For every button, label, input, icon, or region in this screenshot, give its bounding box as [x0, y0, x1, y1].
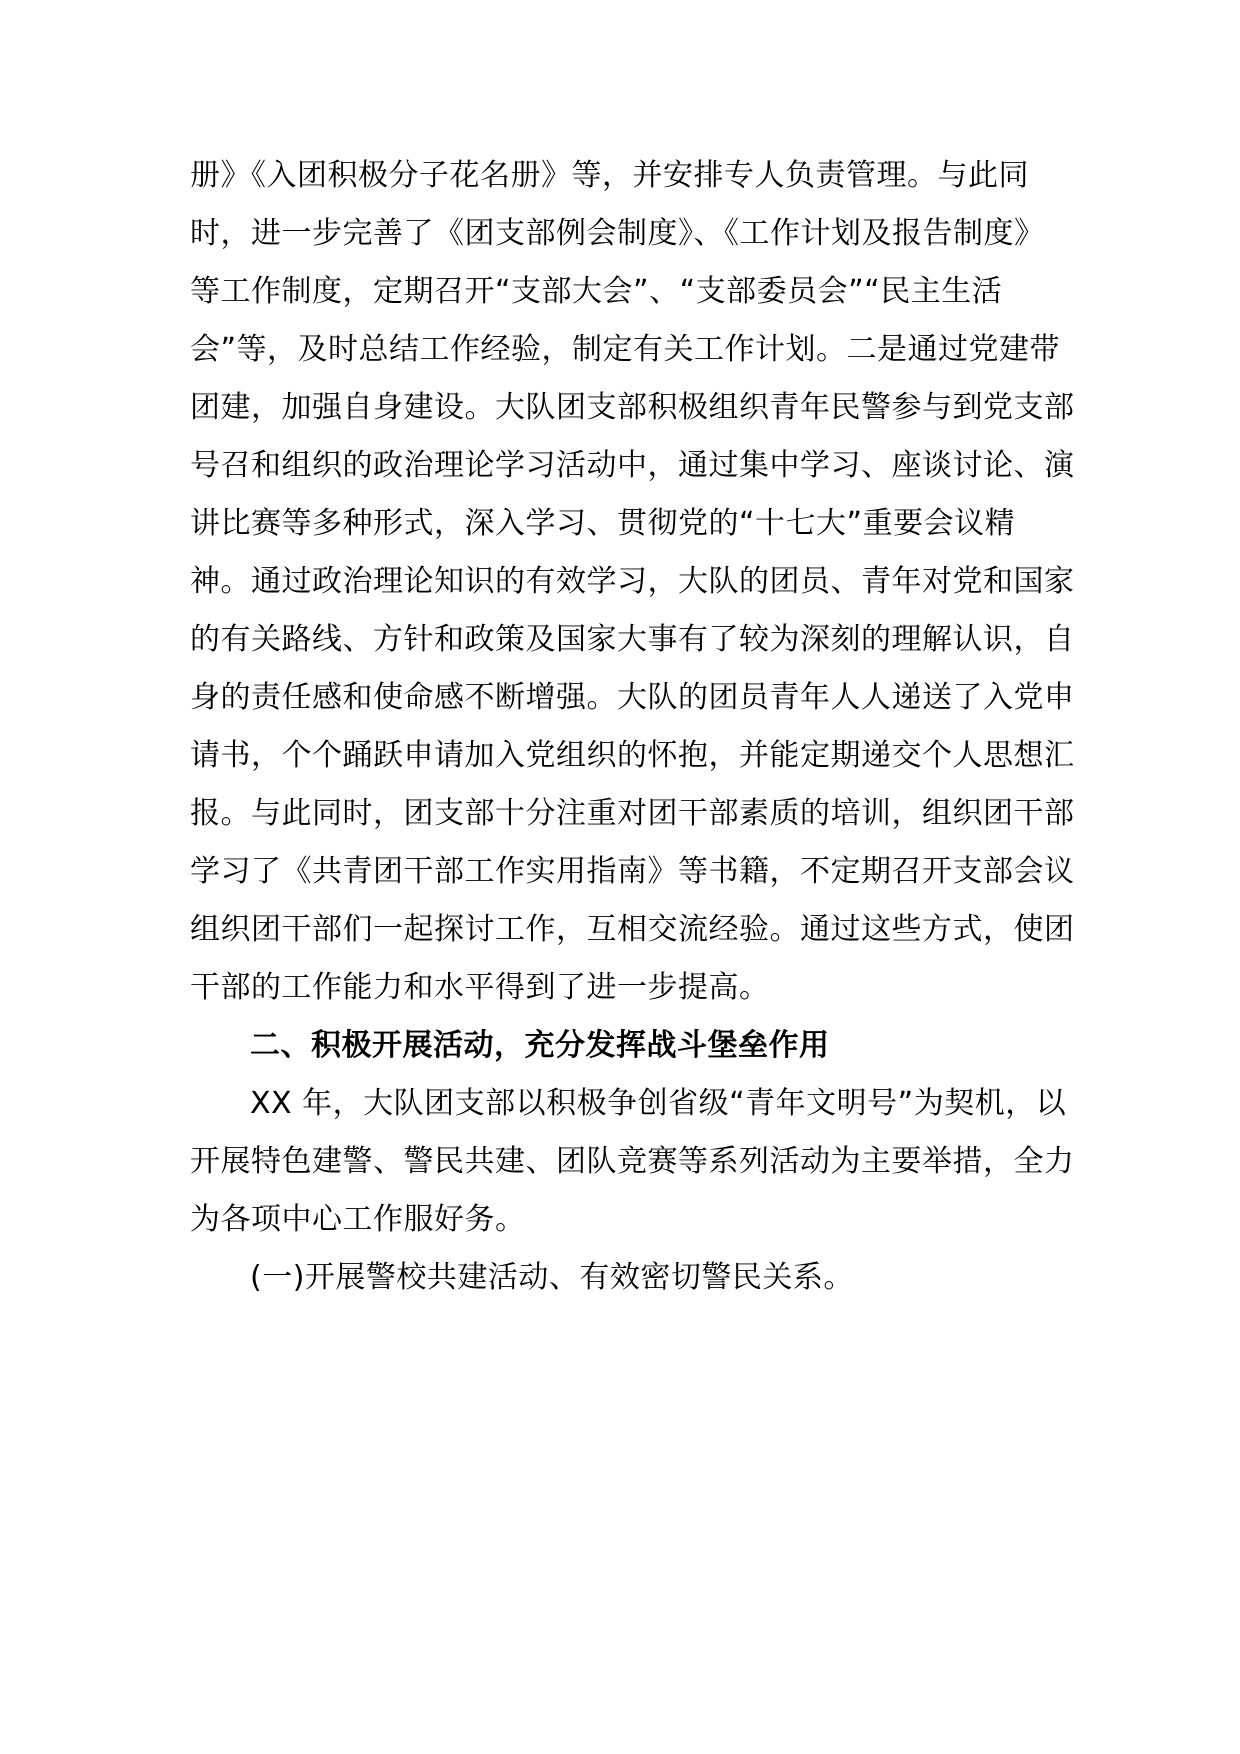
text-line: XX 年，大队团支部以积极争创省级“青年文明号”为契机，以 — [250, 1086, 1067, 1121]
text-line: 组织团干部们一起探讨工作，互相交流经验。通过这些方式，使团 — [190, 912, 1075, 947]
text-line: 身的责任感和使命感不断增强。大队的团员青年人人递送了入党申 — [190, 680, 1075, 715]
text-line: 神。通过政治理论知识的有效学习，大队的团员、青年对党和国家 — [190, 564, 1075, 599]
text-line: 会”等，及时总结工作经验，制定有关工作计划。二是通过党建带 — [190, 332, 1061, 367]
text-line: 团建，加强自身建设。大队团支部积极组织青年民警参与到党支部 — [190, 390, 1075, 425]
text-line: 学习了《共青团干部工作实用指南》等书籍，不定期召开支部会议 — [190, 854, 1075, 889]
section-heading: 二、积极开展活动，充分发挥战斗堡垒作用 — [250, 1028, 830, 1063]
subheading: (一)开展警校共建活动、有效密切警民关系。 — [250, 1260, 854, 1295]
text-line: 开展特色建警、警民共建、团队竞赛等系列活动为主要举措，全力 — [190, 1144, 1075, 1179]
text-line: 为各项中心工作服好务。 — [190, 1202, 526, 1237]
text-line: 报。与此同时，团支部十分注重对团干部素质的培训，组织团干部 — [190, 796, 1075, 831]
text-line: 讲比赛等多种形式，深入学习、贯彻党的“十七大”重要会议精 — [190, 506, 1016, 541]
text-line: 等工作制度，定期召开“支部大会”、“支部委员会”“民主生活 — [190, 274, 1003, 309]
text-line: 册》《入团积极分子花名册》等，并安排专人负责管理。与此同 — [190, 158, 1029, 193]
text-line: 的有关路线、方针和政策及国家大事有了较为深刻的理解认识，自 — [190, 622, 1075, 657]
text-line: 请书，个个踊跃申请加入党组织的怀抱，并能定期递交个人思想汇 — [190, 738, 1075, 773]
text-line: 干部的工作能力和水平得到了进一步提高。 — [190, 970, 770, 1005]
text-line: 时，进一步完善了《团支部例会制度》、《工作计划及报告制度》 — [190, 216, 1045, 251]
text-line: 号召和组织的政治理论学习活动中，通过集中学习、座谈讨论、演 — [190, 448, 1075, 483]
